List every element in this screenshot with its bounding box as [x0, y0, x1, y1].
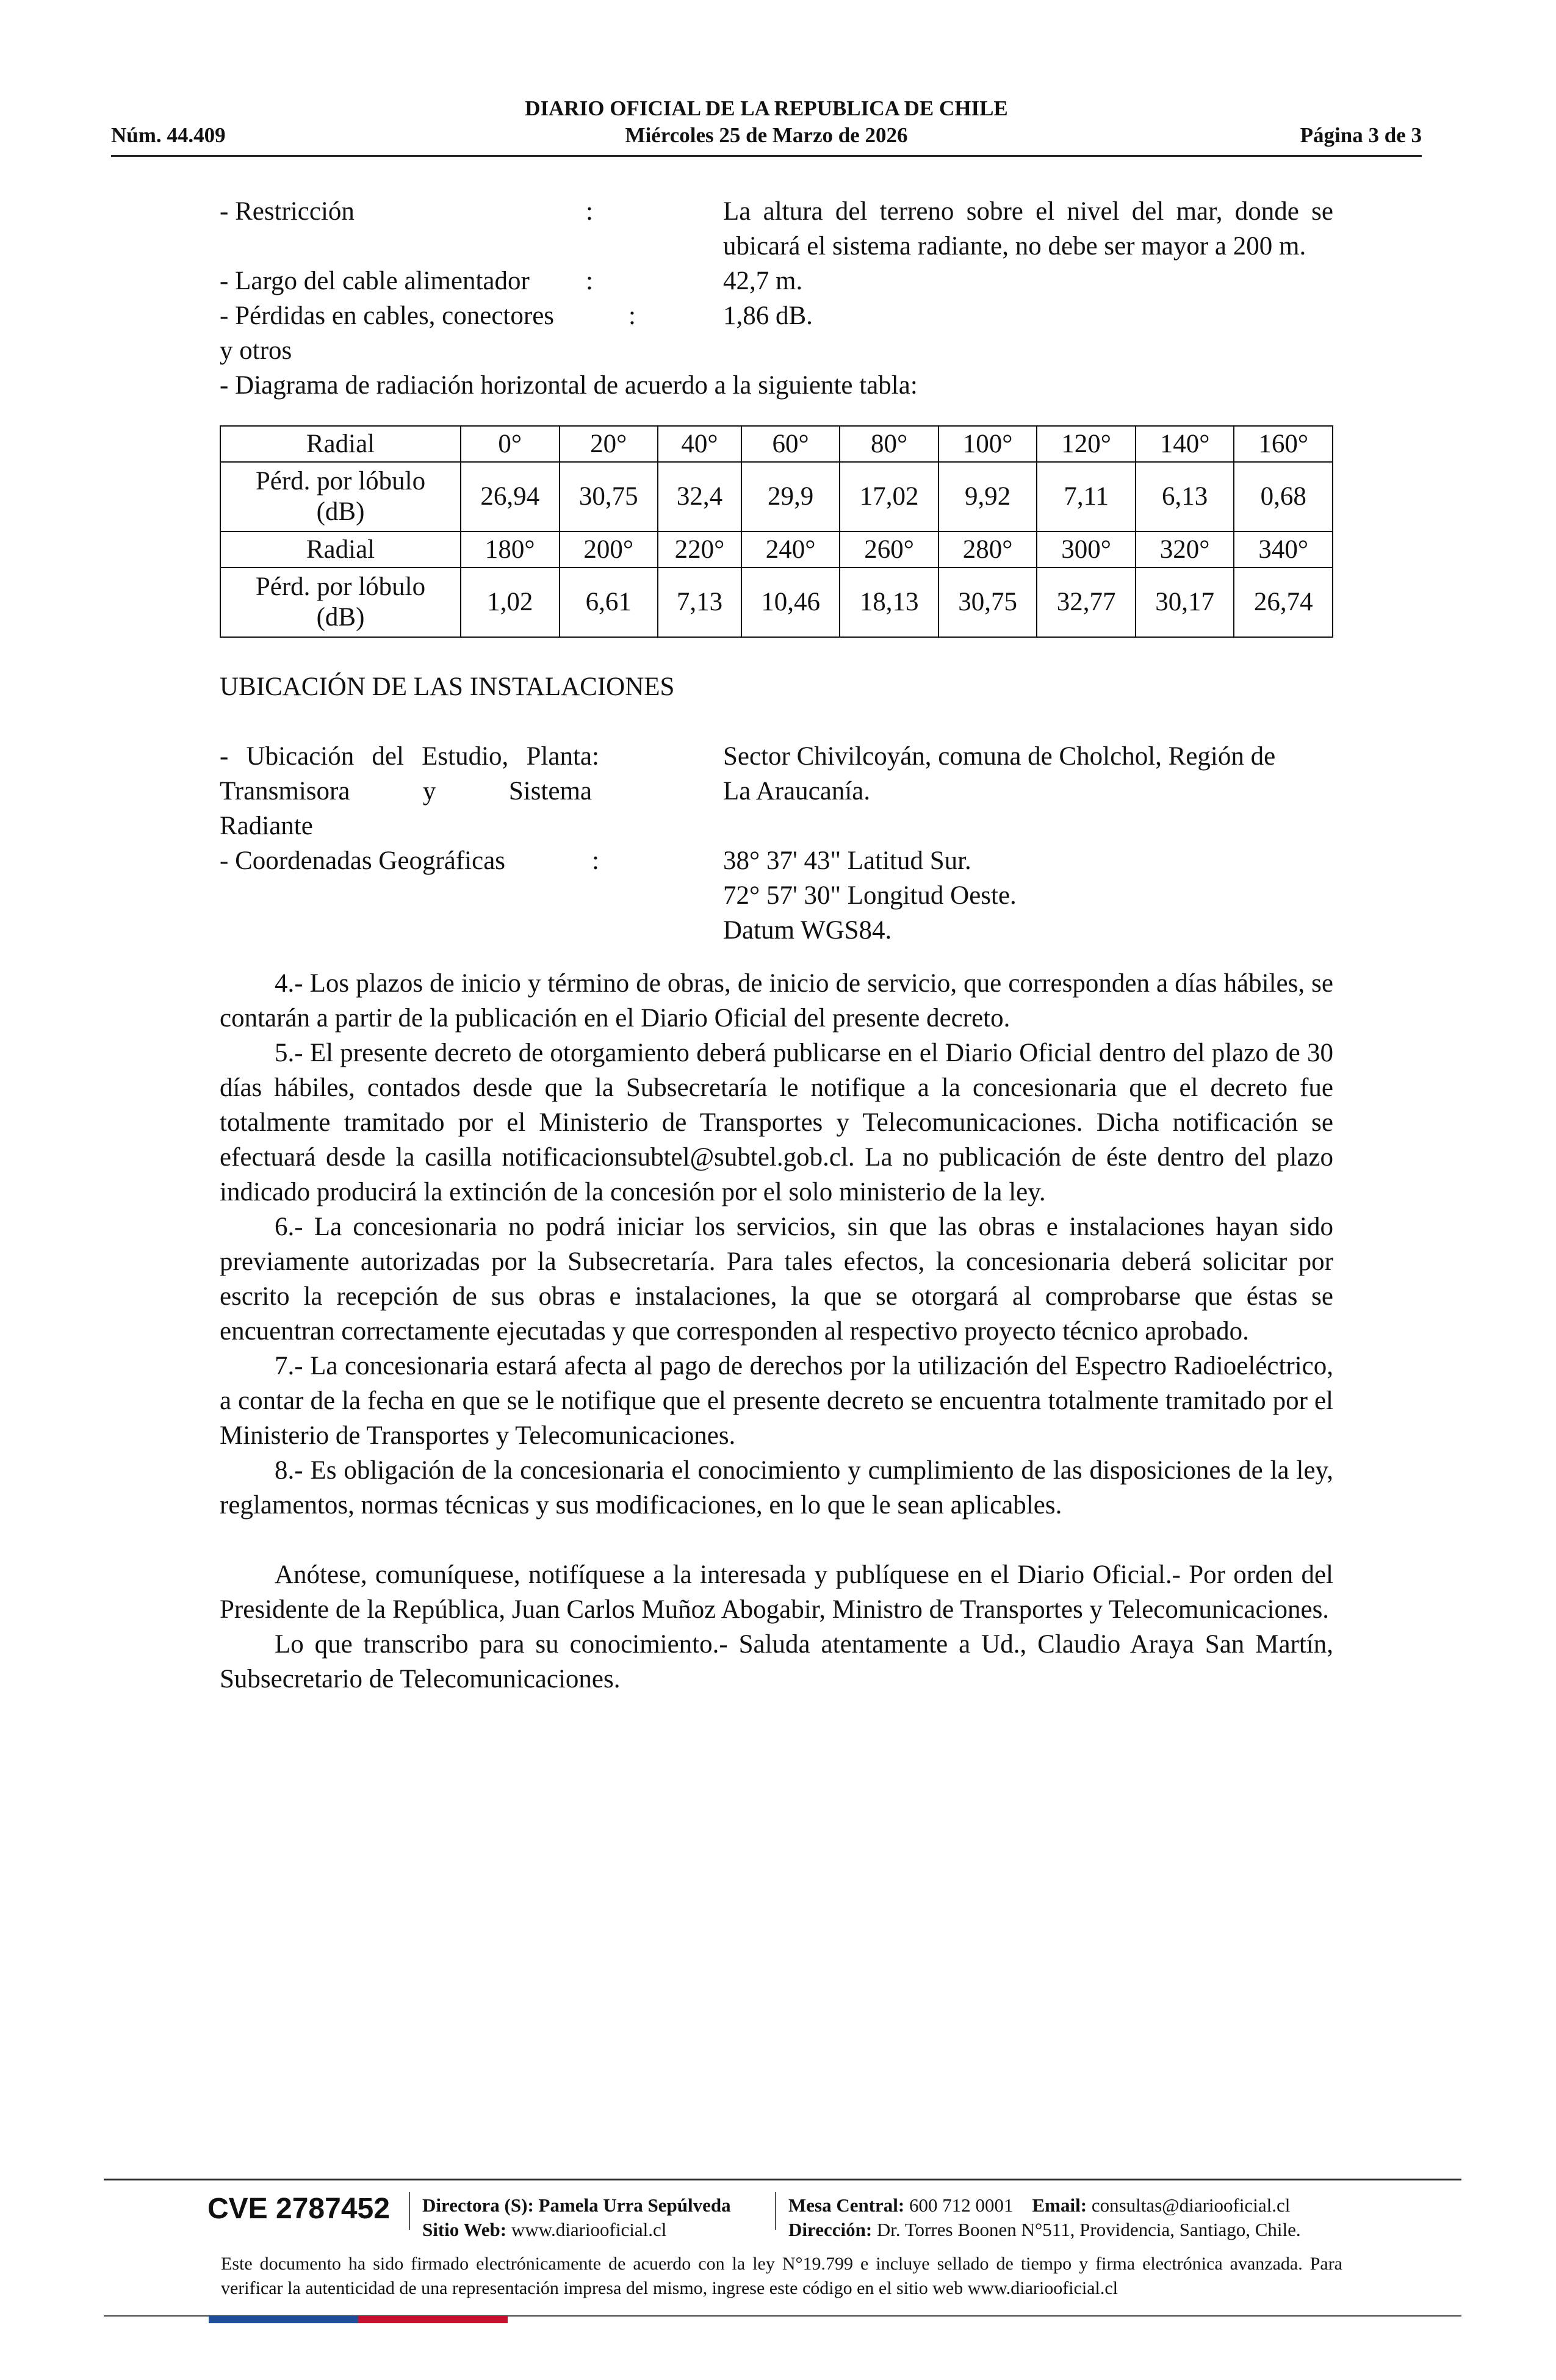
coords-datum: Datum WGS84. — [723, 916, 892, 945]
table-cell: 6,13 — [1136, 462, 1234, 532]
footer-web-line — [422, 2218, 731, 2242]
paragraph-5: 5.- El presente decreto de otorgamiento deberá publicarse en el Diario Oficial dentro del plazo de 30 días hábiles, contados desde que la Subsecretaría le notifique a la concesionaria que el decreto fue totalmente tramitado por el Ministerio de Transportes y Telecomunicaciones. Dicha notificación se efectuará desde la casilla notificacionsubtel@subtel.gob.cl. La no publicación de éste dentro del plazo indicado producirá la extinción de la concesión por el solo ministerio de la ley. — [220, 1039, 1333, 1206]
footer-separator — [775, 2192, 776, 2230]
table-cell: 30,75 — [938, 568, 1037, 637]
spec-value: La altura del terreno sobre el nivel del mar, donde se ubicará el sistema radiante, no debe ser mayor a 200 m. — [723, 197, 1333, 261]
web-link[interactable]: www.diariooficial.cl — [511, 2219, 667, 2240]
location-value: Sector Chivilcoyán, comuna de Cholchol, Región de — [723, 742, 1276, 771]
table-row — [220, 462, 1333, 532]
spacer — [220, 704, 1333, 739]
location-coords-line2 — [220, 878, 1333, 913]
spec-colon: : — [629, 301, 636, 330]
table-cell: 280° — [938, 532, 1037, 568]
table-cell: 26,94 — [461, 462, 560, 532]
spec-losses — [220, 298, 1333, 333]
table-cell: 0° — [461, 426, 560, 462]
table-cell: 1,02 — [461, 568, 560, 637]
spec-colon: : — [586, 197, 593, 226]
table-cell: 120° — [1037, 426, 1136, 462]
table-cell: 80° — [840, 426, 938, 462]
table-row — [220, 568, 1333, 637]
table-cell: 20° — [560, 426, 658, 462]
footer-address-line — [788, 2218, 1301, 2242]
spacer — [592, 913, 723, 948]
page-indicator: Página 3 de 3 — [1300, 123, 1422, 147]
table-cell: 40° — [658, 426, 741, 462]
flag-blue-segment — [209, 2316, 358, 2323]
spacer — [592, 878, 723, 913]
table-cell: 30,75 — [560, 462, 658, 532]
email-label: Email: — [1032, 2194, 1087, 2216]
table-cell: 260° — [840, 532, 938, 568]
table-cell: 7,11 — [1037, 462, 1136, 532]
location-coords-line3 — [220, 913, 1333, 948]
footer-director-line — [422, 2193, 731, 2218]
table-cell: 6,61 — [560, 568, 658, 637]
paragraph-4: 4.- Los plazos de inicio y término de obras, de inicio de servicio, que corresponden a días hábiles, se contarán a partir de la publicación en el Diario Oficial del presente decreto. — [220, 969, 1333, 1033]
table-cell: 340° — [1234, 532, 1333, 568]
footer-rule — [104, 2179, 1461, 2180]
table-cell: 29,9 — [741, 462, 840, 532]
table-cell: 140° — [1136, 426, 1234, 462]
footer-separator — [409, 2192, 410, 2230]
paragraph-7: 7.- La concesionaria estará afecta al pago de derechos por la utilización del Espectro Radioeléctrico, a contar de la fecha en que se le notifique que el presente decreto se encuentra totalmente tramitado por el Ministerio de Transportes y Telecomunicaciones. — [220, 1352, 1333, 1450]
spec-cable — [220, 264, 1333, 298]
web-label: Sitio Web: — [422, 2219, 507, 2240]
table-cell: 32,4 — [658, 462, 741, 532]
chile-flag-bar — [209, 2316, 508, 2323]
table-cell: 220° — [658, 532, 741, 568]
newspaper-title: DIARIO OFICIAL DE LA REPUBLICA DE CHILE — [525, 96, 1008, 120]
address-label: Dirección: — [788, 2219, 873, 2240]
page-footer — [104, 2179, 1461, 2325]
paragraph-8: 8.- Es obligación de la concesionaria el conocimiento y cumplimiento de las disposiciones de la ley, reglamentos, normas técnicas y sus modificaciones, en lo que le sean aplicables. — [220, 1456, 1333, 1520]
legal-note: Este documento ha sido firmado electrónicamente de acuerdo con la ley N°19.799 e incluye sellado de tiempo y firma electrónica avanzada. Para verificar la autenticidad de una representación impresa del mismo, ingrese este código en el sitio web www.diariooficial.cl — [221, 2254, 1342, 2298]
footer-contact-block — [788, 2193, 1301, 2242]
spacer — [220, 948, 1333, 966]
flag-red-segment — [358, 2316, 508, 2323]
location-label: Radiante — [220, 812, 313, 840]
document-body — [220, 194, 1333, 1697]
closing-paragraph: Anótese, comuníquese, notifíquese a la interesada y publíquese en el Diario Oficial.- Por orden del Presidente de la República, Juan Carlos Muñoz Abogabir, Ministro de Transportes y Telecomunicaciones. — [220, 1560, 1333, 1624]
spec-label: - Pérdidas en cables, conectores — [220, 301, 555, 330]
table-cell: 30,17 — [1136, 568, 1234, 637]
radiation-table — [220, 425, 1333, 638]
location-study-line3 — [220, 809, 1333, 843]
loss-label-line1: Pérd. por lóbulo — [255, 467, 426, 496]
spec-value: 42,7 m. — [723, 267, 803, 295]
location-label: Transmisora y Sistema — [220, 777, 592, 806]
table-cell: 300° — [1037, 532, 1136, 568]
header-rule — [111, 155, 1422, 157]
spacer — [220, 1523, 1333, 1557]
spec-label: - Largo del cable alimentador — [220, 267, 530, 295]
table-cell: 200° — [560, 532, 658, 568]
section-title: UBICACIÓN DE LAS INSTALACIONES — [220, 673, 675, 701]
spec-label: - Restricción — [220, 197, 355, 226]
table-cell: 17,02 — [840, 462, 938, 532]
spec-restriction — [220, 194, 1333, 264]
spec-losses-continuation: y otros — [220, 336, 292, 365]
paragraph-6: 6.- La concesionaria no podrá iniciar los servicios, sin que las obras e instalaciones hayan sido previamente autorizadas por la Subsecretaría. Para tales efectos, la concesionaria deberá solicitar por escrito la recepción de sus obras e instalaciones, la que se otorgará al comprobarse que éstas se encuentran correctamente ejecutadas y que corresponden al respectivo proyecto técnico aprobado. — [220, 1213, 1333, 1346]
phone-value: 600 712 0001 — [909, 2194, 1014, 2216]
address-value: Dr. Torres Boonen N°511, Providencia, Santiago, Chile. — [876, 2219, 1301, 2240]
location-label: - Ubicación del Estudio, Planta — [220, 742, 592, 771]
table-header-cell — [220, 462, 461, 532]
table-cell: 240° — [741, 532, 840, 568]
coords-longitude: 72° 57' 30" Longitud Oeste. — [723, 881, 1017, 910]
table-cell: 160° — [1234, 426, 1333, 462]
coords-latitude: 38° 37' 43" Latitud Sur. — [723, 846, 971, 875]
cve-code: CVE 2787452 — [207, 2193, 390, 2225]
table-cell: 180° — [461, 532, 560, 568]
table-header-cell: Radial — [220, 426, 461, 462]
spec-colon: : — [586, 267, 593, 295]
email-link[interactable]: consultas@diariooficial.cl — [1091, 2194, 1291, 2216]
location-label: - Coordenadas Geográficas — [220, 846, 506, 875]
location-value: La Araucanía. — [723, 777, 871, 806]
director-name: Pamela Urra Sepúlveda — [538, 2194, 731, 2216]
table-cell: 18,13 — [840, 568, 938, 637]
diagram-intro: - Diagrama de radiación horizontal de acuerdo a la siguiente tabla: — [220, 371, 918, 400]
table-cell: 26,74 — [1234, 568, 1333, 637]
loss-label-line1: Pérd. por lóbulo — [255, 572, 426, 601]
table-cell: 7,13 — [658, 568, 741, 637]
spacer — [220, 913, 592, 948]
location-coords — [220, 843, 1333, 878]
director-label: Directora (S): — [422, 2194, 534, 2216]
spacer — [592, 774, 723, 809]
spec-colon: : — [592, 846, 599, 875]
loss-label-line2: (dB) — [316, 497, 365, 526]
phone-label: Mesa Central: — [788, 2194, 905, 2216]
table-header-cell: Radial — [220, 532, 461, 568]
loss-label-line2: (dB) — [316, 603, 365, 632]
table-cell: 9,92 — [938, 462, 1037, 532]
footer-contact-line — [788, 2193, 1301, 2218]
table-row — [220, 532, 1333, 568]
table-cell: 100° — [938, 426, 1037, 462]
table-cell: 320° — [1136, 532, 1234, 568]
page-header — [111, 94, 1422, 155]
spec-colon: : — [592, 742, 599, 771]
table-header-cell — [220, 568, 461, 637]
table-cell: 10,46 — [741, 568, 840, 637]
table-row — [220, 426, 1333, 462]
issue-date: Miércoles 25 de Marzo de 2026 — [625, 123, 908, 147]
table-cell: 60° — [741, 426, 840, 462]
footer-director-block — [422, 2193, 731, 2242]
table-cell: 32,77 — [1037, 568, 1136, 637]
table-cell: 0,68 — [1234, 462, 1333, 532]
spacer — [220, 878, 592, 913]
spec-value: 1,86 dB. — [723, 301, 813, 330]
location-study — [220, 739, 1333, 774]
issue-number: Núm. 44.409 — [111, 123, 226, 147]
location-study-line2 — [220, 774, 1333, 809]
transcription-paragraph: Lo que transcribo para su conocimiento.- Saluda atentamente a Ud., Claudio Araya San Martín, Subsecretario de Telecomunicaciones. — [220, 1630, 1333, 1693]
